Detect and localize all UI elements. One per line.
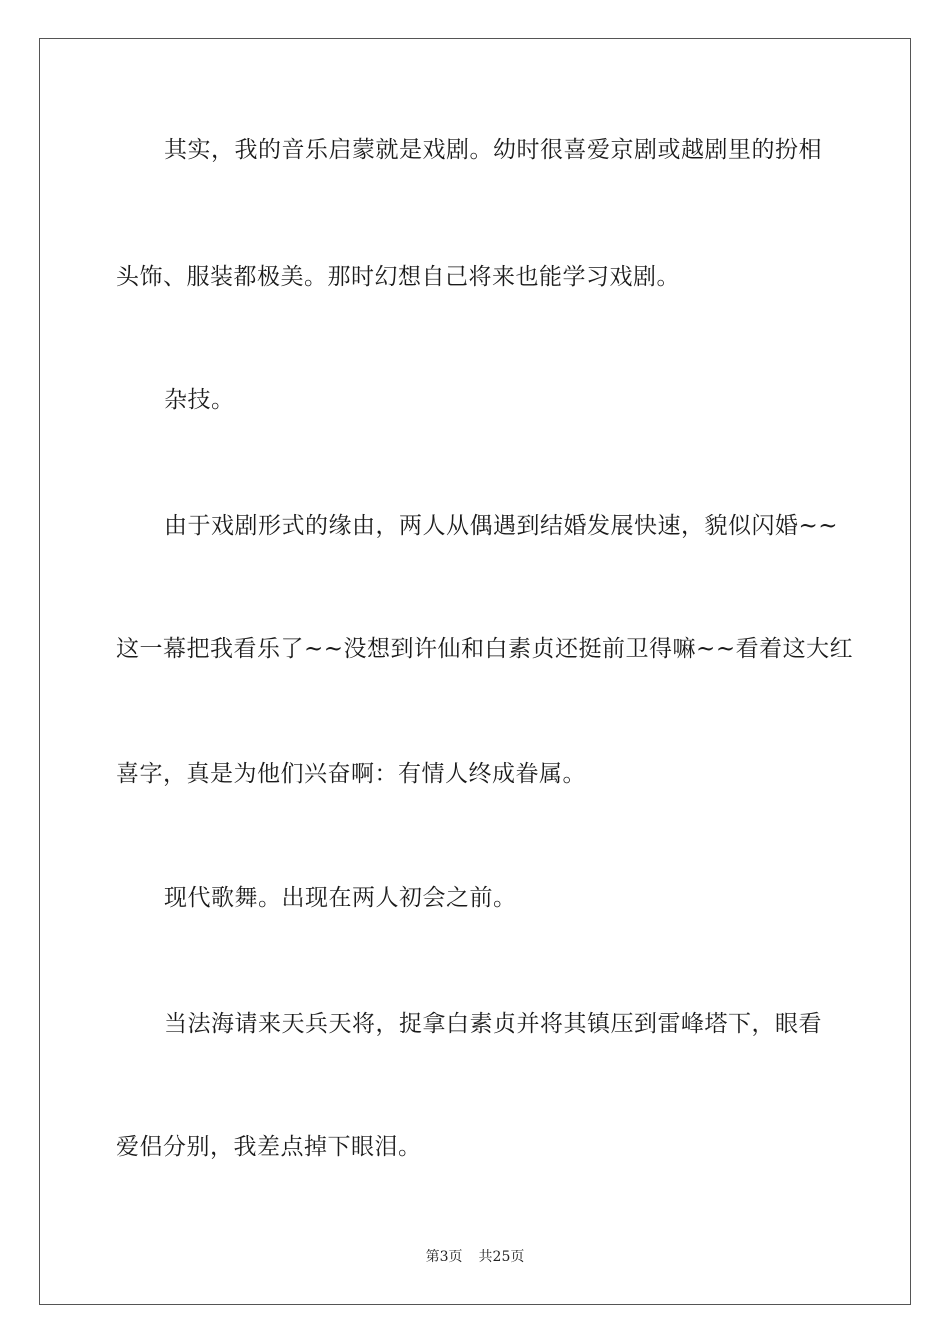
page-total: 共25页 bbox=[478, 1249, 525, 1265]
paragraph-line: 其实，我的音乐启蒙就是戏剧。幼时很喜爱京剧或越剧里的扮相 bbox=[164, 137, 822, 163]
paragraph-line: 爱侣分别，我差点掉下眼泪。 bbox=[116, 1134, 422, 1160]
paragraph-line: 杂技。 bbox=[164, 387, 235, 413]
paragraph-line: 现代歌舞。出现在两人初会之前。 bbox=[164, 885, 517, 911]
paragraph-line: 这一幕把我看乐了~~没想到许仙和白素贞还挺前卫得嘛~~看着这大红 bbox=[116, 636, 854, 662]
paragraph-line: 喜字，真是为他们兴奋啊：有情人终成眷属。 bbox=[116, 761, 586, 787]
paragraph-line: 头饰、服装都极美。那时幻想自己将来也能学习戏剧。 bbox=[116, 264, 680, 290]
page-footer bbox=[0, 1248, 950, 1266]
paragraph-line: 由于戏剧形式的缘由，两人从偶遇到结婚发展快速，貌似闪婚~~ bbox=[164, 513, 839, 539]
page-number: 第3页 bbox=[425, 1249, 463, 1265]
page-frame bbox=[39, 38, 911, 1305]
paragraph-line: 当法海请来天兵天将，捉拿白素贞并将其镇压到雷峰塔下，眼看 bbox=[164, 1011, 822, 1037]
